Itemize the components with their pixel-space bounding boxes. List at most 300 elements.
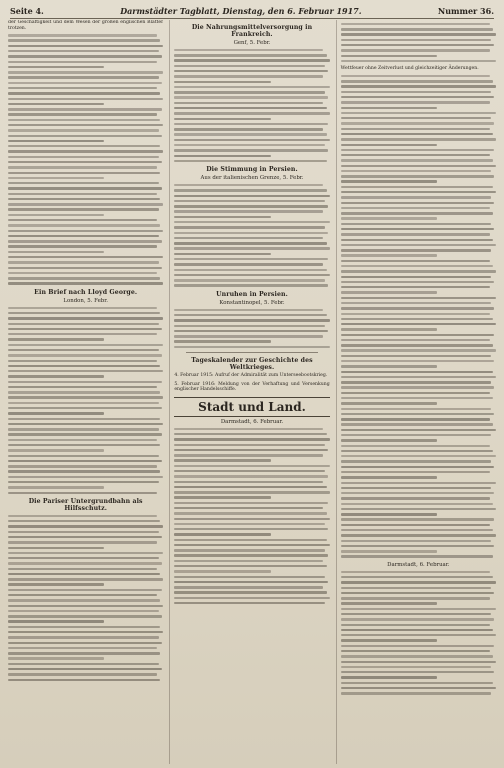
text-line [174,459,270,461]
text-line [8,34,157,36]
text-line [8,203,163,205]
text-line [8,113,157,115]
text-line [8,198,160,200]
text-line [341,144,437,146]
text-line [8,240,162,242]
text-line [8,615,162,617]
text-line [174,279,325,281]
text-line [341,96,495,98]
text-line [341,581,496,583]
text-line [174,512,326,514]
text-line [174,65,325,67]
text-line [174,528,328,530]
text-line [341,418,490,420]
text-line [8,620,104,622]
text-line [8,251,104,253]
text-line [8,492,157,494]
text-line [174,433,326,435]
text-line [341,597,490,599]
text-line [174,465,329,467]
text-line [341,207,490,209]
text-line [174,128,323,130]
text-line [341,28,493,30]
text-line [8,520,160,522]
text-line [174,91,325,93]
text-line [174,49,323,51]
text-line [8,476,163,478]
text-line [8,568,157,570]
text-line [8,460,162,462]
text-line [174,470,325,472]
text-line [341,165,496,167]
text-line [341,91,492,93]
text-line [8,323,159,325]
text-line [8,307,157,309]
text-line [8,433,162,435]
text-line [341,592,495,594]
text-line [341,154,490,156]
text-line [8,76,159,78]
text-line [341,254,437,256]
text-line [341,149,495,151]
text-line [341,487,492,489]
text-line [174,335,323,337]
text-line [8,605,163,607]
text-line [341,508,496,510]
text-line [341,545,495,547]
text-line [341,270,496,272]
text-line [341,445,490,447]
heading-unrest-persia: Unruhen in Persien. [216,290,288,298]
text-line [8,82,162,84]
text-line [174,221,329,223]
text-line [341,365,437,367]
text-line [8,428,159,430]
text-line [174,123,328,125]
text-line [341,371,493,373]
column-3-dateline: Darmstadt, 6. Februar. [387,561,450,568]
heading-paris-metro: Die Pariser Untergrundbahn als Hilfsschutz. [28,497,143,512]
text-line [8,166,157,168]
text-line [174,507,323,509]
text-line [341,244,496,246]
text-line [8,61,157,63]
text-line [341,138,496,140]
heading-food-france: Die Nahrungsmittelversorgung in Frankreich. [191,24,313,38]
text-line [341,386,495,388]
section-heading-city-country: Stadt und Land. [174,397,329,417]
text-line [341,518,495,520]
text-line [8,187,162,189]
text-line [8,145,160,147]
newspaper-title: Darmstädter Tagblatt, Dienstag, den 6. Februar 1917. [120,6,362,16]
text-line [174,284,328,286]
text-line [341,55,437,57]
text-line [174,70,328,72]
text-line [341,191,496,193]
text-columns [8,20,496,764]
text-line [8,578,163,580]
text-line [8,455,159,457]
text-line [341,180,437,182]
text-line [8,636,159,638]
text-line [341,217,437,219]
text-line [341,128,490,130]
text-line [341,381,492,383]
text-line [8,39,160,41]
text-line [341,671,495,673]
text-line [341,634,496,636]
text-line [174,189,326,191]
text-line [8,423,163,425]
text-line [174,216,270,218]
text-line [8,108,162,110]
text-line [341,429,496,431]
text-line [8,333,157,335]
text-line [174,107,326,109]
text-line [8,418,160,420]
text-line [341,39,492,41]
text-line [8,465,157,467]
text-line [8,481,159,483]
text-line [8,360,157,362]
column-3-text-block-1 [341,23,496,62]
text-line [341,692,492,694]
text-line [341,107,437,109]
text-line [341,360,495,362]
text-line [8,256,163,258]
text-line [341,608,496,610]
text-line [8,261,159,263]
text-line [341,629,493,631]
text-line [341,555,493,557]
column-1-text-block-1 [8,34,163,285]
text-line [174,570,270,572]
text-line [341,497,490,499]
column-3-text-block-2 [341,75,496,558]
calendar-entry-2: 5. Februar 1916: Meldung von der Verhaftung und Versenkung englischer Handelsschiffe. [174,381,330,393]
text-line [8,245,157,247]
text-line [341,249,492,251]
text-line [174,330,328,332]
text-line [8,412,104,414]
text-line [8,531,159,533]
text-line [8,610,159,612]
text-line [341,650,490,652]
text-line [174,428,323,430]
text-line [174,226,325,228]
text-line [8,396,163,398]
text-line [8,599,160,601]
column-2-text-block-2 [174,184,329,287]
text-line [8,626,160,628]
calendar-entry-1: 4. Februar 1915: Aufruf der Admiralität zum Unterseebootskrieg. [174,373,328,379]
text-line [174,247,329,249]
text-line [341,49,490,51]
text-line [341,291,437,293]
text-line [174,539,326,541]
text-line [174,118,270,120]
text-line [8,439,157,441]
text-line [174,54,326,56]
column-2-text-block-3 [174,309,329,348]
text-line [341,450,493,452]
divider [186,352,317,353]
text-line [341,655,493,657]
heading-persia-mood: Die Stimmung in Persien. [206,166,298,174]
text-line [341,392,490,394]
text-line [341,661,496,663]
text-line [174,86,329,88]
text-line [341,529,493,531]
text-line [341,101,490,103]
text-line [341,159,493,161]
text-line [341,602,437,604]
text-line [341,587,492,589]
text-line [341,397,493,399]
text-line [341,423,493,425]
text-line [341,355,492,357]
text-line [341,682,493,684]
text-line [341,576,493,578]
text-line [8,282,163,284]
text-line [8,594,157,596]
text-line [174,205,328,207]
text-line [8,375,104,377]
text-line [8,235,159,237]
text-line [341,223,492,225]
text-line [341,117,492,119]
text-line [174,475,328,477]
text-line [8,349,159,351]
text-line [341,613,492,615]
text-line [8,317,163,319]
text-line [174,481,323,483]
text-line [8,124,163,126]
dateline-italy: Aus der italienischen Grenze, 5. Febr. [200,175,304,182]
issue-number: Nummer 36. [437,6,494,16]
text-line [8,172,160,174]
text-line [8,407,162,409]
text-line [8,224,160,226]
text-line [341,339,490,341]
text-line [8,515,157,517]
text-line [174,496,270,498]
text-line [8,277,160,279]
text-line [341,455,496,457]
text-line [174,438,329,440]
text-line [341,534,496,536]
heading-lloyd-george: Ein Brief nach Lloyd George. [34,288,138,296]
page-number: Seite 4. [10,6,44,16]
text-line [8,557,159,559]
text-line [8,668,162,670]
text-line [8,214,104,216]
text-line [8,642,162,644]
text-line [174,258,328,260]
text-line [174,102,323,104]
column-1-text-block-3 [8,515,163,681]
text-line [174,602,325,604]
text-line [341,75,490,77]
text-line [174,491,329,493]
text-line [8,208,159,210]
text-line [341,466,495,468]
text-line [8,45,163,47]
text-line [8,267,162,269]
dateline-geneva: Genf, 5. Febr. [233,40,271,46]
text-line [174,518,329,520]
text-line [174,59,329,61]
text-line [8,135,162,137]
text-line [174,81,270,83]
text-line [341,540,492,542]
text-line [8,92,160,94]
text-line [8,663,159,665]
text-line [341,550,437,552]
text-line [8,525,163,527]
text-line [174,591,326,593]
text-line [341,318,493,320]
text-line [174,581,328,583]
text-line [341,513,437,515]
text-line [8,312,160,314]
column-1-text-block-2 [8,307,163,494]
text-line [174,139,329,141]
text-line [174,560,323,562]
text-line [174,237,323,239]
text-line [8,50,159,52]
text-line [341,33,496,35]
text-line [341,524,490,526]
text-line [8,344,163,346]
text-line [8,486,104,488]
text-line [8,177,104,179]
text-line [341,196,492,198]
text-line [174,314,326,316]
text-line [174,340,270,342]
text-line [341,80,493,82]
text-line [341,645,495,647]
text-line [341,260,490,262]
text-line [174,232,328,234]
text-line [174,454,323,456]
text-line [8,338,104,340]
text-line [341,170,492,172]
text-line [8,370,163,372]
text-line [8,103,104,105]
text-line [8,328,162,330]
text-line [341,233,490,235]
dateline-london: London, 5. Febr. [63,297,108,304]
text-line [174,523,325,525]
text-line [174,565,326,567]
column-2-text-block-1 [174,49,329,162]
text-line [341,112,496,114]
text-line [341,571,490,573]
text-line [174,544,329,546]
text-line [8,391,160,393]
text-line [341,402,437,404]
text-line [174,449,328,451]
text-line [8,55,162,57]
text-line [8,470,160,472]
text-line [341,122,495,124]
text-line [8,365,160,367]
text-line [174,160,326,162]
text-line [174,597,329,599]
text-line [341,376,496,378]
text-line [174,200,325,202]
text-line [8,673,157,675]
text-line [8,182,159,184]
text-line [8,193,157,195]
text-line [341,328,437,330]
text-line [341,476,437,478]
text-line [341,344,493,346]
text-line [341,434,492,436]
text-line [8,71,163,73]
text-line [174,210,323,212]
text-line [8,140,104,142]
text-line [8,129,159,131]
text-line [341,687,496,689]
text-line [8,354,162,356]
text-line [341,666,492,668]
text-line [341,439,437,441]
text-line [174,319,329,321]
text-line [174,242,326,244]
text-line [174,549,325,551]
text-line [341,265,493,267]
text-line [174,75,323,77]
column-3 [336,20,496,764]
text-line [8,66,104,68]
text-line [341,323,496,325]
text-line [341,460,492,462]
column-2 [169,20,329,764]
text-line [341,239,493,241]
text-line [8,547,104,549]
text-line [174,486,326,488]
text-line [8,647,157,649]
text-line [174,269,326,271]
text-line [8,679,160,681]
text-line [341,413,495,415]
text-line [174,533,270,535]
text-line [174,149,328,151]
text-line [8,552,163,554]
text-line [341,297,496,299]
text-line [341,482,496,484]
text-line [341,624,490,626]
text-line [174,444,325,446]
column-3-text-block-3 [341,571,496,695]
dateline-darmstadt: Darmstadt, 6. Februar. [220,418,284,425]
text-line [8,161,162,163]
text-line [341,228,495,230]
dateline-constantinople: Konstantinopel, 5. Febr. [219,299,285,306]
text-line [341,503,493,505]
column-1-lead: der Geschäftigkeit und dem Wesen der großen englischen Blätter trotzen. [8,20,164,31]
text-line [8,562,162,564]
column-2-text-block-4 [174,428,329,605]
text-line [341,676,437,678]
text-line [341,302,492,304]
text-line [174,263,323,265]
text-line [174,195,329,197]
text-line [8,449,104,451]
